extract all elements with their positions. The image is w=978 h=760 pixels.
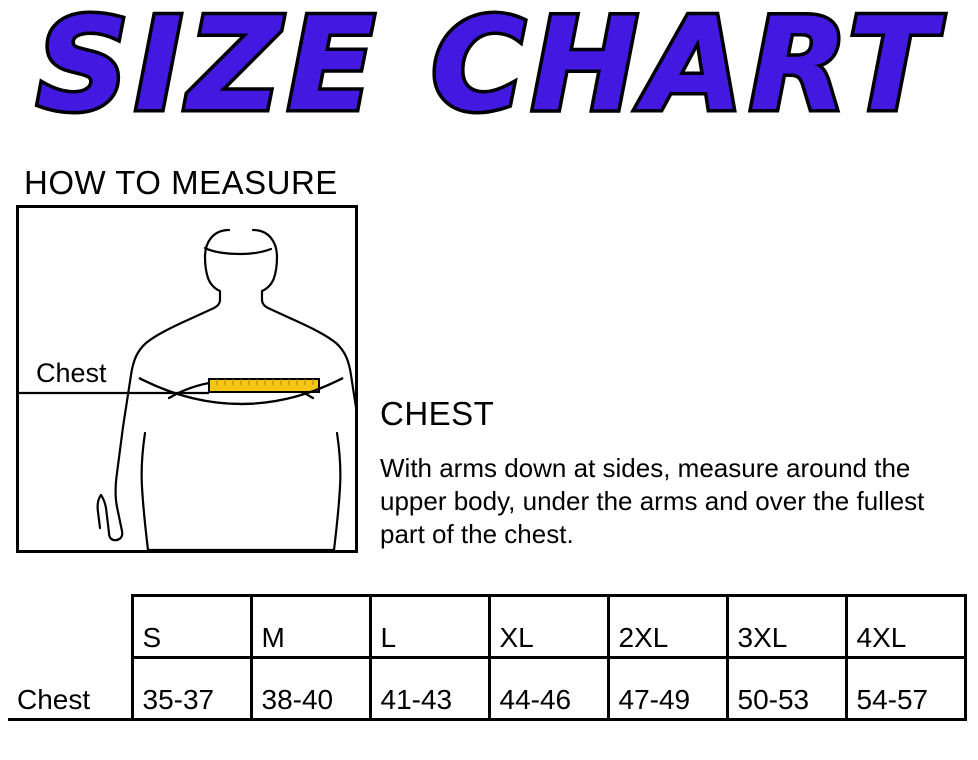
page-title: SIZE CHART (36, 0, 942, 140)
table-cell-chest-3xl: 50-53 (727, 658, 846, 720)
table-header-xl: XL (489, 596, 608, 658)
table-header-l: L (370, 596, 489, 658)
description-heading: CHEST (380, 395, 495, 432)
tape-measure (139, 378, 343, 404)
table-header-m: M (251, 596, 370, 658)
table-cell-chest-s: 35-37 (132, 658, 251, 720)
table-corner-cell (8, 596, 132, 658)
table-header-2xl: 2XL (608, 596, 727, 658)
table-cell-chest-l: 41-43 (370, 658, 489, 720)
table-header-3xl: 3XL (727, 596, 846, 658)
figure-chest-label: Chest (36, 358, 107, 388)
size-table (8, 594, 967, 721)
table-header-4xl: 4XL (846, 596, 965, 658)
table-header-row (8, 596, 965, 658)
table-cell-chest-2xl: 47-49 (608, 658, 727, 720)
table-cell-chest-xl: 44-46 (489, 658, 608, 720)
table-header-s: S (132, 596, 251, 658)
table-cell-chest-4xl: 54-57 (846, 658, 965, 720)
table-row-label-chest: Chest (8, 658, 132, 720)
table-cell-chest-m: 38-40 (251, 658, 370, 720)
table-row (8, 658, 965, 720)
description-body: With arms down at sides, measure around the upper body, under the arms and over the fullest part of the chest. (380, 453, 925, 549)
how-to-measure-heading: HOW TO MEASURE (24, 164, 338, 201)
